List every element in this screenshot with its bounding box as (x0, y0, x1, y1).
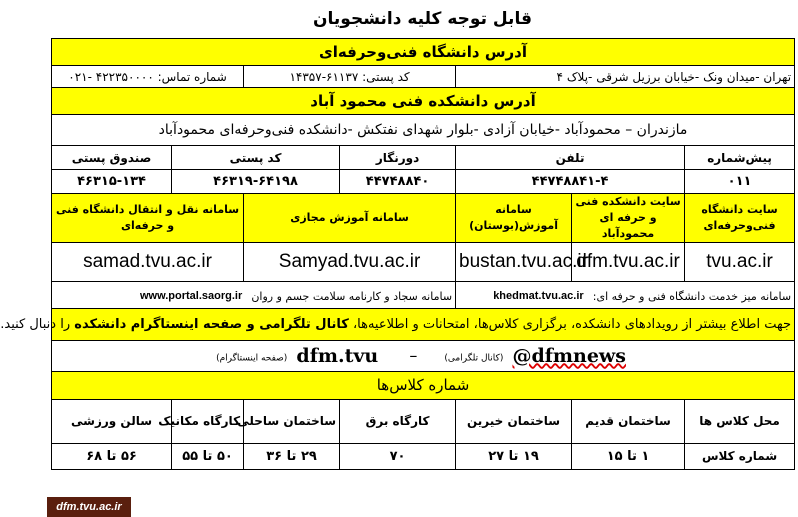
classes-header-mechanical: کارگاه مکانیک (172, 399, 244, 443)
site-label-samad: سامانه نقل و انتقال دانشگاه فنی و حرفه‌ای (52, 194, 244, 243)
classes-value-kheyrin: ۱۹ تا ۲۷ (456, 443, 572, 469)
sajjad-url[interactable]: www.portal.saorg.ir (139, 289, 243, 302)
notice-text-1: جهت اطلاع بیشتر از رویدادهای دانشکده، برگزاری کلاس‌ها، امتحانات و اطلاعیه‌ها، (352, 316, 792, 332)
classes-value-gym: ۵۶ تا ۶۸ (52, 443, 172, 469)
telegram-handle[interactable]: dfm.tvu (296, 344, 379, 367)
classes-heading: شماره کلاس‌ها (52, 371, 795, 399)
college-header-postal: کد پستی (172, 146, 340, 170)
classes-value-old-building: ۱ تا ۱۵ (572, 443, 685, 469)
university-address-heading: آدرس دانشگاه فنی‌وحرفه‌ای (52, 39, 795, 66)
college-address: مازندران – محمودآباد -خیابان آزادی -بلوار شهدای نفتکش -دانشکده فنی‌وحرفه‌ای محمودآباد (52, 115, 795, 146)
instagram-handle[interactable]: @dfmnews (512, 344, 626, 367)
university-postal-code: کد پستی: ۶۱۱۳۷-۱۴۳۵۷ (244, 66, 456, 88)
classes-header-kheyrin: ساختمان خیرین (456, 399, 572, 443)
classes-header-electrical: کارگاه برق (340, 399, 456, 443)
classes-header-gym: سالن ورزشی (52, 399, 172, 443)
college-header-prefix: پیش‌شماره (685, 146, 795, 170)
info-table (0, 38, 795, 470)
site-url-bustan[interactable]: bustan.tvu.ac.ir (456, 242, 572, 281)
college-value-phone: ۴۴۷۴۸۸۴۱-۴ (456, 170, 685, 194)
classes-header-coastal: ساختمان ساحلی (244, 399, 340, 443)
site-label-tvu: سایت دانشگاه فنی‌وحرفه‌ای (685, 194, 795, 243)
college-header-phone: تلفن (456, 146, 685, 170)
college-value-pobox: ۴۶۳۱۵-۱۳۴ (52, 170, 172, 194)
site-label-samyad: سامانه آموزش مجازی (244, 194, 456, 243)
social-dash: – (409, 346, 418, 366)
site-url-tvu[interactable]: tvu.ac.ir (685, 242, 795, 281)
classes-header-old-building: ساختمان قدیم (572, 399, 685, 443)
college-value-postal: ۴۶۳۱۹-۶۴۱۹۸ (172, 170, 340, 194)
site-url-college[interactable]: dfm.tvu.ac.ir (572, 242, 685, 281)
notice-text-2: کانال تلگرامی و صفحه اینستاگرام دانشکده (74, 316, 349, 332)
classes-value-electrical: ۷۰ (340, 443, 456, 469)
college-address-heading: آدرس دانشکده فنی محمود آباد (52, 88, 795, 115)
instagram-note: (کانال تلگرامی) (444, 353, 504, 364)
college-header-fax: دورنگار (340, 146, 456, 170)
college-value-fax: ۴۴۷۴۸۸۴۰ (340, 170, 456, 194)
site-label-college: سایت دانشکده فنی و حرفه ای محمودآباد (572, 194, 685, 243)
khedmat-url[interactable]: khedmat.tvu.ac.ir (493, 289, 584, 302)
notice-text-3: را دنبال کنید. (0, 316, 71, 332)
site-url-samyad[interactable]: Samyad.tvu.ac.ir (244, 242, 456, 281)
classes-value-label: شماره کلاس (685, 443, 795, 469)
college-value-prefix: ۰۱۱ (685, 170, 795, 194)
classes-value-mechanical: ۵۰ تا ۵۵ (172, 443, 244, 469)
sajjad-label: سامانه سجاد و کارنامه سلامت جسم و روان (251, 290, 453, 304)
classes-header-location: محل کلاس ها (685, 399, 795, 443)
watermark-stamp: dfm.tvu.ac.ir (47, 497, 131, 517)
page-title: قابل توجه کلیه دانشجویان (313, 9, 532, 29)
site-label-bustan: سامانه آموزش(بوستان) (456, 194, 572, 243)
university-address: تهران -میدان ونک -خیابان برزیل شرقی -پلاک ۴ (456, 66, 795, 88)
khedmat-label: سامانه میز خدمت دانشگاه فنی و حرفه ای: (592, 290, 792, 304)
site-url-samad[interactable]: samad.tvu.ac.ir (52, 242, 244, 281)
telegram-note: (صفحه اینستاگرام) (216, 353, 288, 364)
university-phone: شماره تماس: ۴۲۲۳۵۰۰۰۰ -۰۲۱ (52, 66, 244, 88)
college-header-pobox: صندوق پستی (52, 146, 172, 170)
classes-value-coastal: ۲۹ تا ۳۶ (244, 443, 340, 469)
